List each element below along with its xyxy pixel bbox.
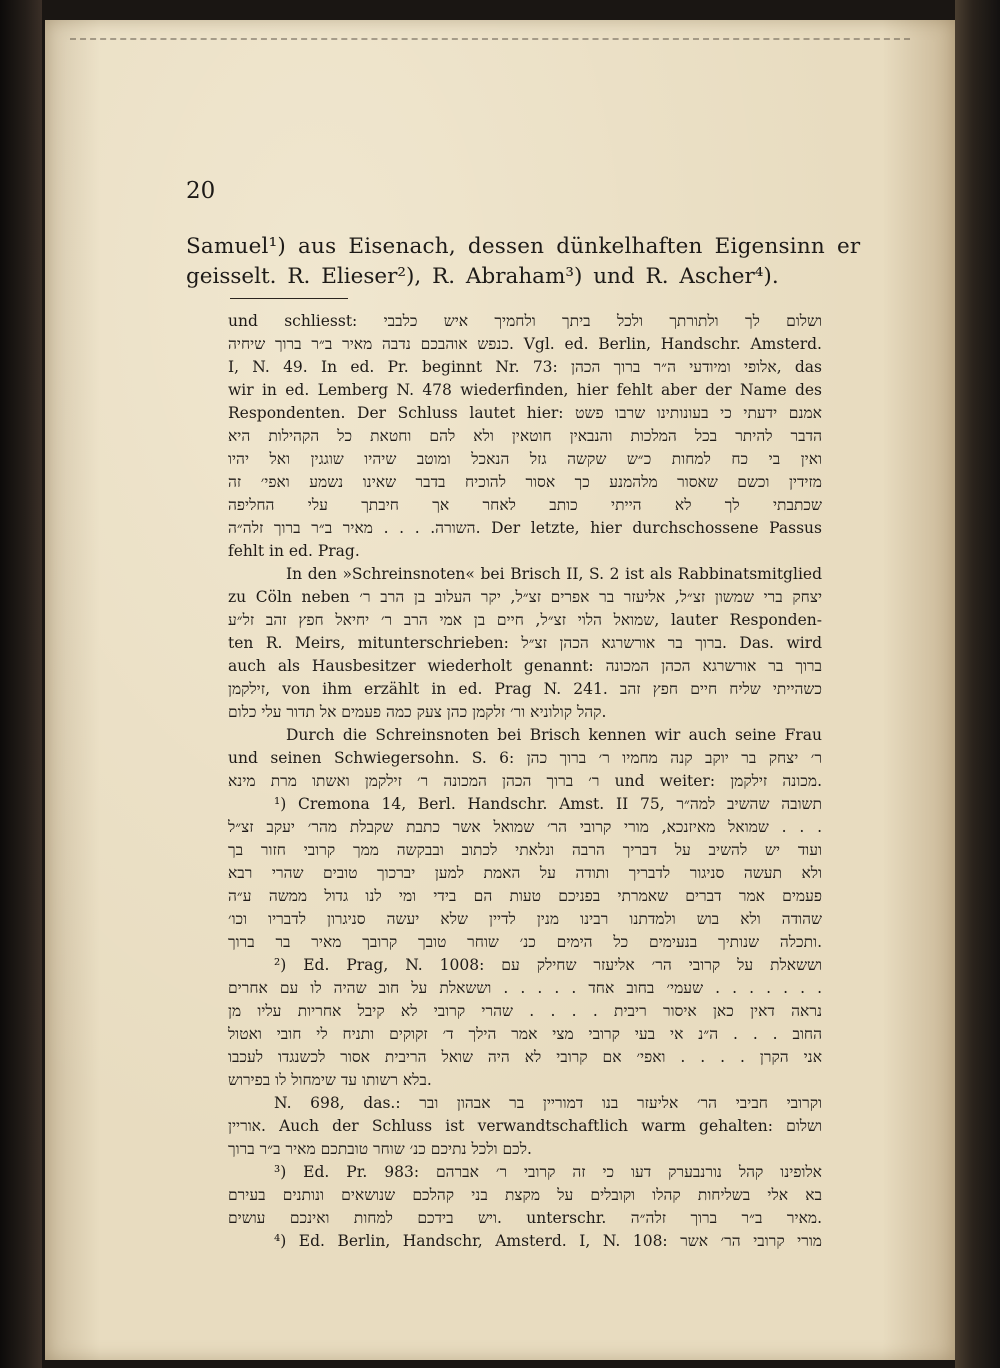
note-line: שכתבתי לך לא הייתי כותב לאחר אך חיבתך עלי החליפה [228,496,822,514]
note-line: החוב . . . ה״נ אי בעי קרובי מצי אמר הילך ד׳ זקוקים ותניח לי חובי ואטול [228,1025,822,1043]
footnote-rule [230,298,348,299]
note-line: In den »Schreinsnoten« bei Brisch II, S. 2 ist als Rabbinatsmitglied [286,565,822,583]
note-line: fehlt in ed. Prag. [228,542,360,560]
note-line: ויש בידכם למחות ואינכם עושים. unterschr. מאיר ב״ר ברוך זלה״ה. [228,1209,822,1227]
note-line: קהל קולוניא ור׳ זלקמן כהן צעק כמה פעמים אל תדור עלי כלום. [228,703,607,721]
note-line: שמואל מאיזנכא, מורי קרובי הר׳ שמואל אשר כתבת שקבלת מהר׳ יעקב זצ״ל . . . [228,818,822,836]
note-line: מזידין וכשם שאסור מלהמנע כך אסור להוכיח בדבר שאינו נשמע ואפי׳ זה [228,473,822,491]
note-line: ר׳ ברוך הכהן המכונה ר׳ זילקמן ואשתו מרת מינא und weiter: מכונה זילקמן. [228,772,822,790]
note-line: ³) Ed. Pr. 983: אלופינו קהל נורנבערק דעו כי זה קרובי ר׳ אברהם [274,1163,822,1181]
note-line: אני הקרן . . . . ואפי׳ אם קרובי לא היה שואל הריבית אסור לכשנגדו לעכבו [228,1048,822,1066]
note-line: ואין בי כח למחות כ״ש שקשה גזל הנאכל ומוטב שיהיו שוגגין ואל יהיו [228,450,822,468]
page-number: 20 [186,178,216,204]
footnotes [228,310,822,1253]
page-torn-edge [70,38,910,68]
note-line: לכם ולכל נתיכם כנ׳ שוחר טובתכם מאיר ב״ר ברוך. [228,1140,532,1158]
note-line: I, N. 49. In ed. Pr. beginnt Nr. 73: אלופי ומיודעי ה״ר ברוך הכהן, das [228,358,822,376]
note-line: אוריין. Auch der Schluss ist verwandtschaftlich warm gehalten: ושלום [228,1117,822,1135]
note-line: הדבר להיתר בכל המלכות והנבאין חוטאין ולא להם וחטאת כל הקהילות היא [228,427,822,445]
note-line: ¹) Cremona 14, Berl. Handschr. Amst. II 75, תשובה שהשיב למה״ר [274,795,822,813]
note-line: ותכלה שנותיך בנעימים כל הימים כנ׳ שוחר טובך קרובך מאיר בר ברוך. [228,933,822,951]
main-text-line: Samuel¹) aus Eisenach, dessen dünkelhaften Eigensinn er [186,234,861,259]
main-text-line: geisselt. R. Elieser²), R. Abraham³) und R. Ascher⁴). [186,264,779,289]
main-text [186,232,861,292]
note-line: ²) Ed. Prag, N. 1008: וששאלת על קרובי הר׳ אליעזר שחילק עם [274,956,822,974]
note-line: בא אלי בשליחות קהלו וקובלים על מקצת בני קהלכם שנושאים ונותנים בעירם [228,1186,822,1204]
note-line: שהודה ולא בוש ולמדתנו רבינו מנין לדיין שלא יעשה סניגרון לדבריו וכו׳ [228,910,822,928]
note-line: פעמים אמר דברים שאמרתי בפניכם טעות הם בידי ומי לנו גדול ממשה ע״ה [228,887,822,905]
note-line: N. 698, das.: וקרובי חביבי הר׳ אליעזר בנו דמוריין בר אבהון ובר [274,1094,822,1112]
note-line: נראה דאין כאן איסור ריבית . . . . שהרי קרובי לא קיבל אחריות עליו מן [228,1002,822,1020]
note-line: auch als Hausbesitzer wiederholt genannt: ברוך בר אורשרגא הכהן המכונה [228,657,822,675]
note-line: שמואל הלוי זצ״ל, חיים בן אמי הרב ר׳ יחיאל חפץ זהב זל״ע, lauter Responden- [228,611,822,629]
note-line: ten R. Meirs, mitunterschrieben: ברוך בר אורשרגא הכהן זצ״ל. Das. wird [228,634,822,652]
note-line: השורה. . . . מאיר ב״ר ברוך זלה״ה. Der letzte, hier durchschossene Passus [228,519,822,537]
book-cover-left [0,0,42,1368]
note-line: זילקמן, von ihm erzählt in ed. Prag N. 241. כשהייתי שליח חיים חפץ זהב [228,680,822,698]
note-line: Durch die Schreinsnoten bei Brisch kennen wir auch seine Frau [286,726,822,744]
note-line: ולא תעשה סניגור לדבריך ותודה על האמת למען יברכוך טובים שהרי רבא [228,864,822,882]
note-line: und schliesst: ושלום לך ולתורתך ולכל ביתך ולחמיך איש כלבבי [228,312,822,330]
note-line: zu Cöln neben יצחק ברי שמשון זצ״ל, אליעזר בר אפרים זצ״ל, יקר העלוב בן הרב ר׳ [228,588,822,606]
note-line: Respondenten. Der Schluss lautet hier: אמנם ידעתי כי בעונותינו שרבו פשט [228,404,822,422]
note-line: ועוד יש להשיב על דבריך הרבה ונלאתי לכתוב ובבקשה ממך קרובי חזור בך [228,841,822,859]
note-line: שעמי׳ בחוב אחד . . . . . וששאלת על חוב שהיה לו עם אחרים . . . . . . . [228,979,822,997]
book-cover-right [955,0,1000,1368]
note-line: ⁴) Ed. Berlin, Handschr, Amsterd. I, N. 108: מורי קרובי הר׳ אשר [274,1232,822,1250]
note-line: כנפש אוהבכם נדבה מאיר ב״ר ברוך שיחיה. Vgl. ed. Berlin, Handschr. Amsterd. [228,335,822,353]
note-line: בלא רשותו עד שימחול לו בפירוש. [228,1071,432,1089]
note-line: und seinen Schwiegersohn. S. 6: ר׳ יצחק בר יוקב קנה מחמיו ר׳ ברוך כהן [228,749,822,767]
note-line: wir in ed. Lemberg N. 478 wiederfinden, hier fehlt aber der Name des [228,381,822,399]
